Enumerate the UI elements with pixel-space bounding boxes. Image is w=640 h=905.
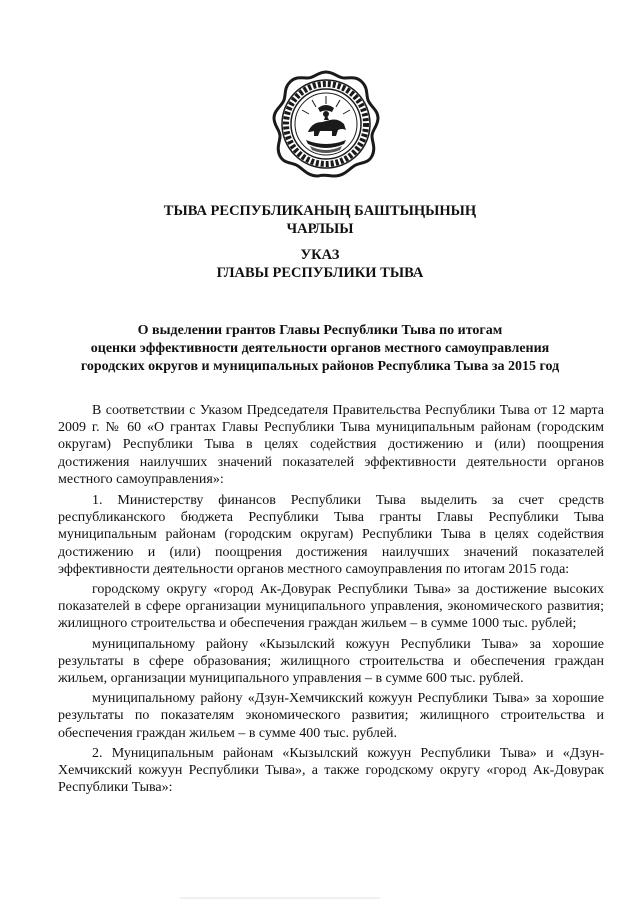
subject-line1: О выделении грантов Главы Республики Тыва по итогам <box>137 323 503 338</box>
tuva-coat-of-arms-icon <box>272 70 380 178</box>
item-2-paragraph: 2. Муниципальным районам «Кызылский кожуун Республики Тыва» и «Дзун-Хемчикский кожуун Республики Тыва», а также городскому округу «город Ак-Довурак Республики Тыва»: <box>58 745 604 796</box>
tuvan-title <box>0 202 640 238</box>
tuvan-title-line1: ТЫВА РЕСПУБЛИКАНЫҢ БАШТЫҢЫНЫҢ <box>163 203 477 219</box>
preamble-paragraph: В соответствии с Указом Председателя Правительства Республики Тыва от 12 марта 2009 г. № 60 «О грантах Главы Республики Тыва муниципальным районам (городским округам) Республики Тыва в целях содействия достижению и (или) поощрения достижения наилучших значений показателей эффективности деятельности органов местного самоуправления»: <box>58 403 604 487</box>
decree-body <box>58 402 604 799</box>
grant-kyzyl-paragraph: муниципальному району «Кызылский кожуун Республики Тыва» за хорошие результаты в сфере образования; жилищного строительства и обеспечения граждан жильем, организации муниципального управления – в сумме 600 тыс. рублей. <box>58 636 604 687</box>
decree-label: УКАЗ <box>300 247 340 263</box>
scan-artifact <box>180 897 380 899</box>
grant-dzun-khemchik-paragraph: муниципальному району «Дзун-Хемчикский кожуун Республики Тыва» за хорошие результаты по показателям экономического развития; жилищного строительства и обеспечения граждан жильем – в сумме 400 тыс. рублей. <box>58 691 604 741</box>
decree-issuer: ГЛАВЫ РЕСПУБЛИКИ ТЫВА <box>216 265 424 281</box>
tuvan-title-line2: ЧАРЛЫЫ <box>286 221 354 237</box>
grant-ak-dovurak-paragraph: городскому округу «город Ак-Довурак Республики Тыва» за достижение высоких показателей в сфере организации муниципального управления, экономического развития; жилищного строительства и обеспечения граждан жильем – в сумме 1000 тыс. рублей; <box>58 582 604 632</box>
decree-subject <box>0 322 640 376</box>
item-1-paragraph: 1. Министерству финансов Республики Тыва выделить за счет средств республиканского бюджета Республики Тыва гранты Главы Республики Тыва муниципальным районам (городским округам) Республики Тыва в целях содействия достижению и (или) поощрения достижения наилучших значений показателей эффективности деятельности органов местного самоуправления по итогам 2015 года: <box>58 493 604 577</box>
subject-line3: городских округов и муниципальных районов Республика Тыва за 2015 год <box>80 359 560 374</box>
decree-title <box>0 246 640 282</box>
subject-line2: оценки эффективности деятельности органов местного самоуправления <box>90 341 550 356</box>
